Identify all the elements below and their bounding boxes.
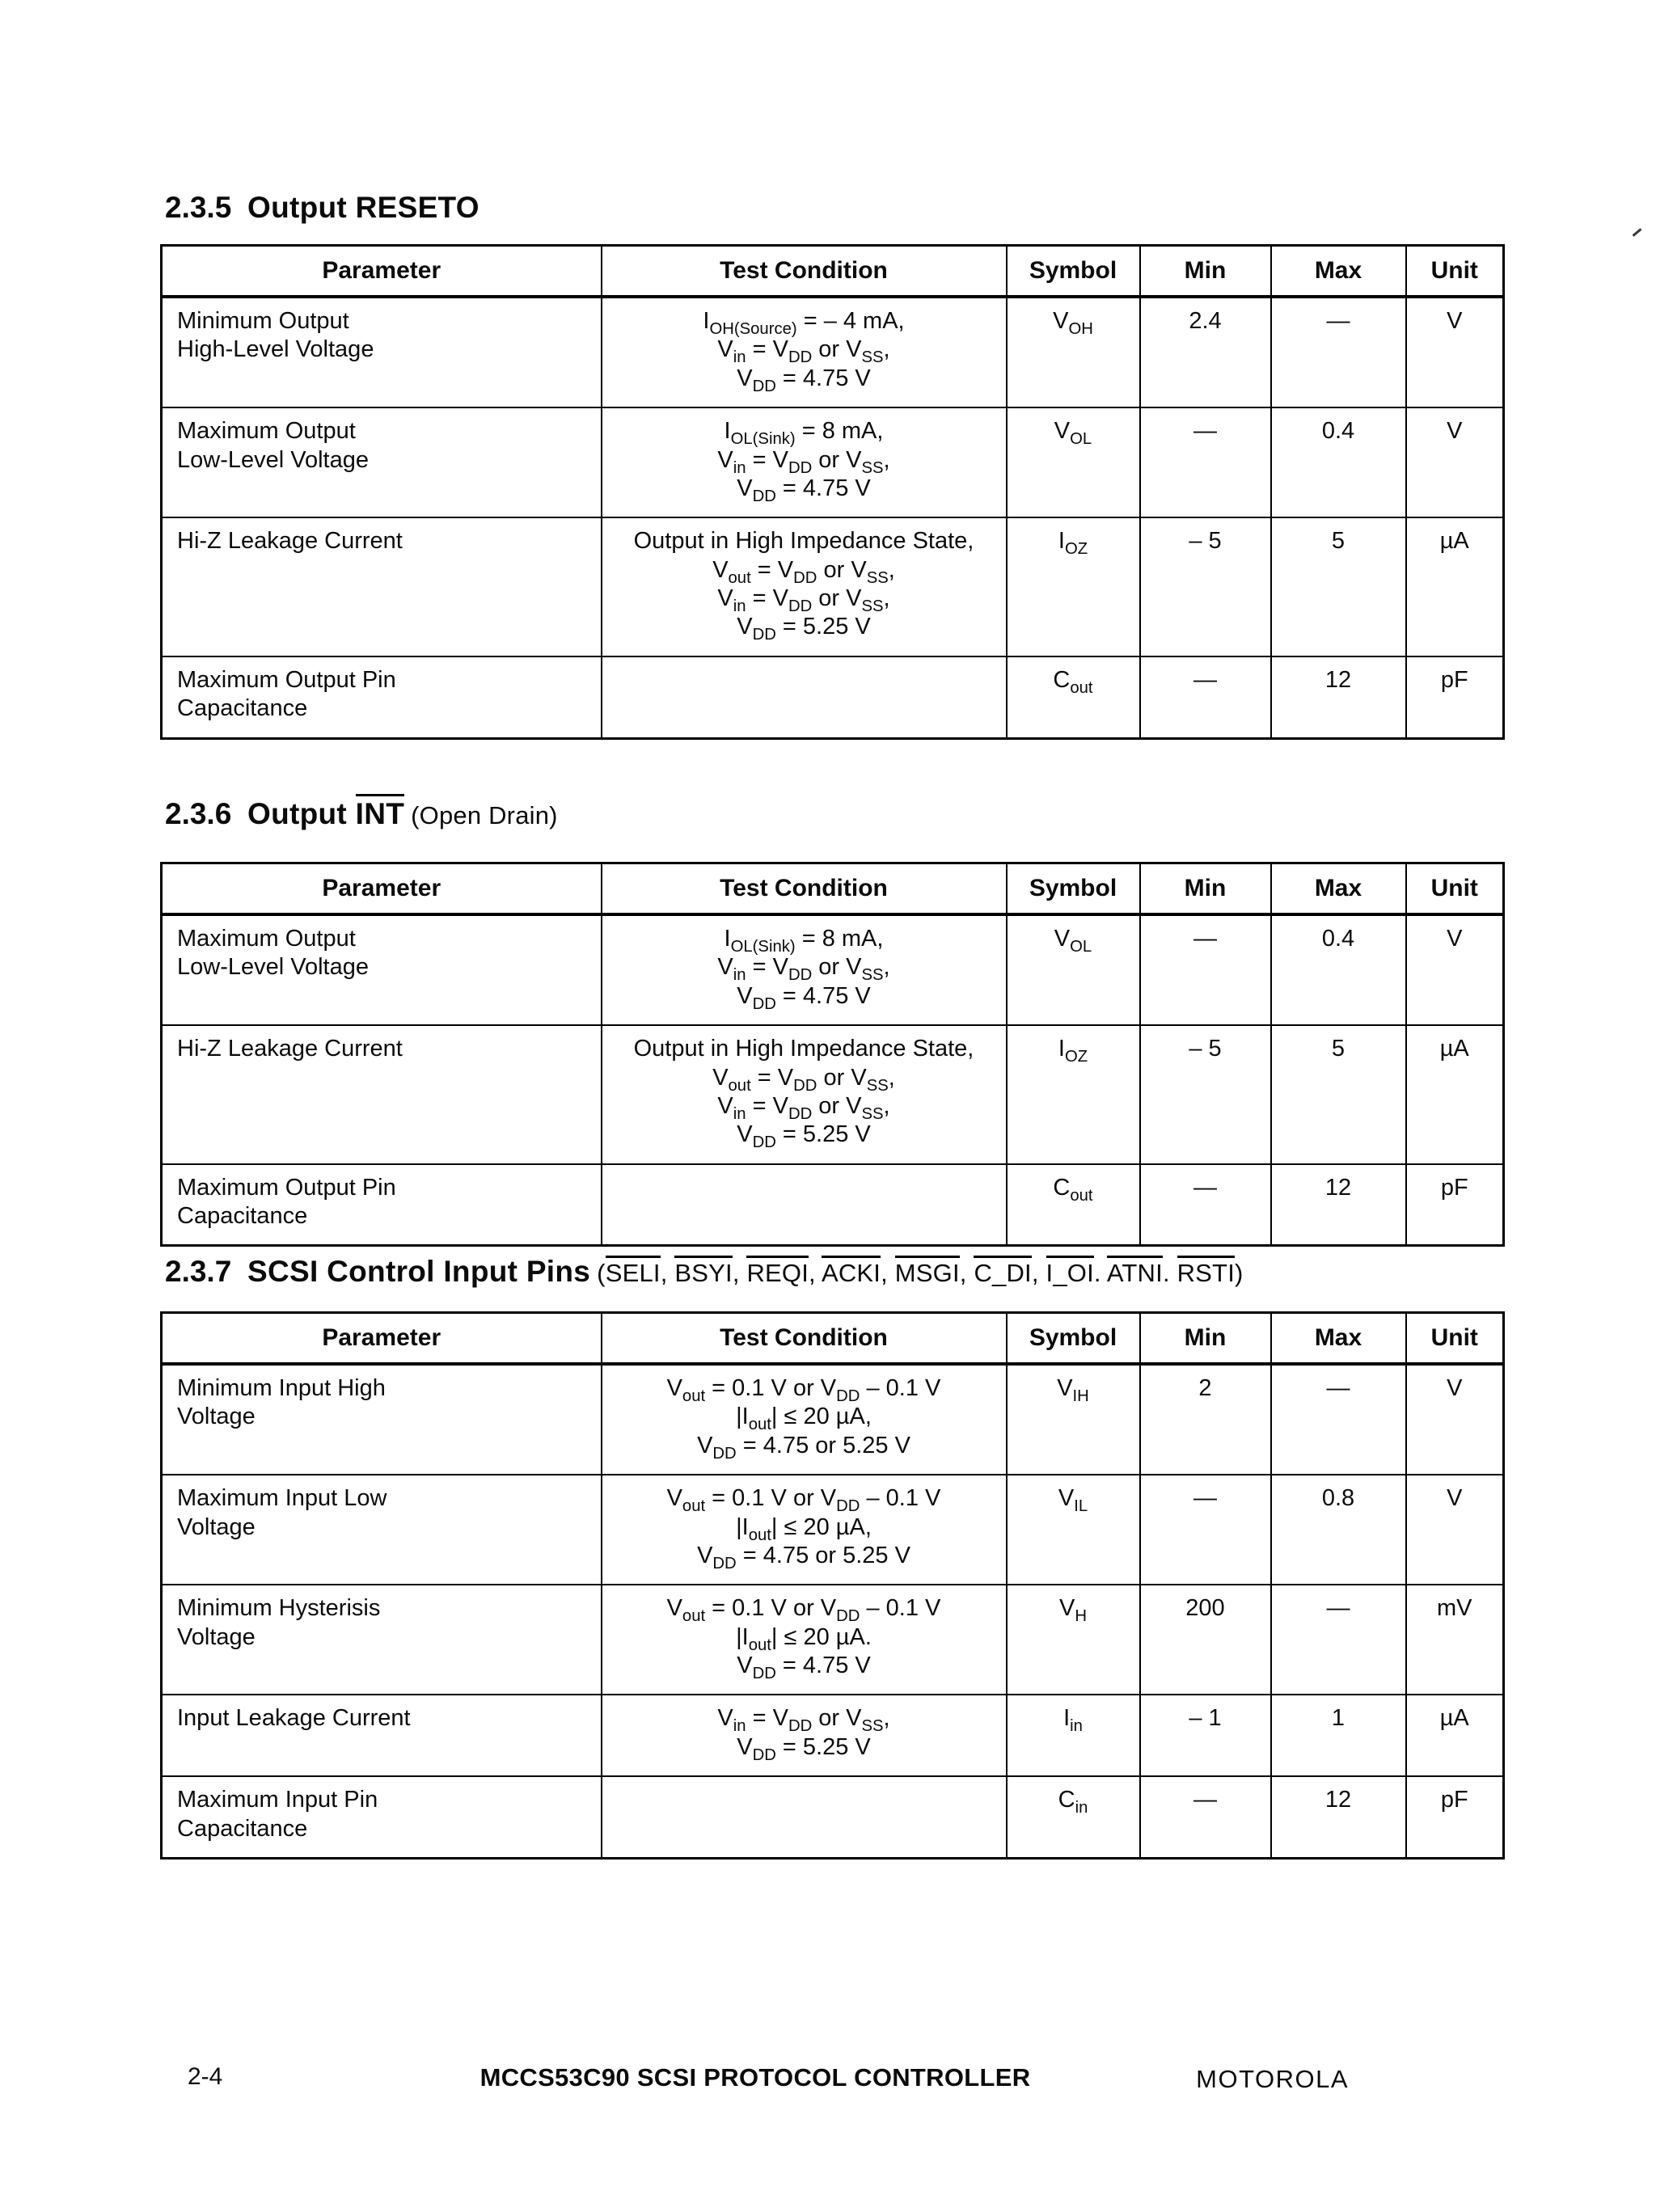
unit-cell [1406,1776,1504,1858]
max-value: — [1326,308,1350,334]
unit-value: pF [1440,1174,1468,1201]
unit-value: V [1447,1375,1463,1401]
max-cell [1271,1164,1406,1246]
max-cell [1271,297,1406,407]
symbol-cell [1007,1364,1140,1475]
unit-cell [1406,1025,1504,1164]
parameter-line: Maximum Input Pin [177,1787,378,1813]
footer-brand: MOTOROLA [1196,2065,1349,2093]
parameter-line: Voltage [177,1623,256,1650]
condition-line: $V_{in} = V_{DD}$ or $V_{SS}$, [717,954,890,985]
condition-line: $|I_{out}| \le 20$ µA, [736,1513,872,1544]
min-cell [1140,1695,1271,1776]
column-header: Parameter [162,863,602,915]
parameter-line: Maximum Output Pin [177,1174,396,1201]
page-number: 2-4 [188,2063,223,2090]
min-value: — [1193,926,1217,952]
min-value: – 5 [1189,1036,1222,1062]
spec-table-output-reseto [160,244,1505,740]
table-body [162,1364,1504,1858]
column-header: Test Condition [602,863,1007,915]
symbol-cell [1007,656,1140,738]
column-header: Symbol [1007,246,1140,298]
unit-value: mV [1437,1595,1472,1622]
parameter-line: Capacitance [177,1203,308,1229]
parameter-cell [162,517,602,656]
min-cell [1140,1364,1271,1475]
unit-cell [1406,517,1504,656]
column-header: Symbol [1007,863,1140,915]
condition-line: $V_{DD} = 4.75$ V [737,982,871,1013]
parameter-line: Hi-Z Leakage Current [177,1036,403,1062]
unit-cell [1406,407,1504,517]
table-body [162,914,1504,1246]
parameter-line: Voltage [177,1513,256,1540]
parameter-line: Capacitance [177,1815,308,1842]
condition-line: $V_{DD} = 4.75$ or 5.25 V [697,1542,910,1572]
condition-line: $V_{in} = V_{DD}$ or $V_{SS}$, [717,1092,890,1123]
parameter-cell [162,914,602,1025]
parameter-line: Maximum Output [177,926,356,952]
symbol-value: $C_{out}$ [1053,1174,1093,1205]
table-row [162,656,1504,738]
unit-value: V [1447,308,1463,334]
section-suffix: (Open Drain) [411,801,558,830]
condition-cell [602,1164,1007,1246]
condition-cell [602,656,1007,738]
header-row [162,246,1504,298]
condition-line: $V_{DD} = 4.75$ V [737,1653,871,1682]
max-cell [1271,1585,1406,1695]
condition-cell [602,407,1007,517]
condition-line: $V_{in} = V_{DD}$ or $V_{SS}$, [717,446,890,477]
parameter-cell [162,1585,602,1695]
parameter-line: High-Level Voltage [177,336,374,363]
column-header: Unit [1406,246,1504,298]
symbol-cell [1007,297,1140,407]
column-header: Min [1140,246,1271,298]
unit-cell [1406,1475,1504,1585]
table-row [162,1364,1504,1475]
section-heading-2-3-7 [165,1255,1244,1289]
symbol-value: $I_{in}$ [1063,1705,1083,1736]
max-cell [1271,517,1406,656]
max-cell [1271,1695,1406,1776]
min-cell [1140,656,1271,738]
symbol-cell [1007,407,1140,517]
section-number: 2.3.5 [165,191,232,224]
symbol-cell [1007,1585,1140,1695]
spec-table-output-int [160,862,1505,1247]
min-value: – 5 [1189,528,1222,555]
condition-cell [602,517,1007,656]
parameter-cell [162,407,602,517]
min-value: — [1193,666,1217,693]
min-cell [1140,1025,1271,1164]
parameter-line: Hi-Z Leakage Current [177,528,403,555]
max-value: 12 [1324,666,1352,693]
condition-line: $I_{OH(Source)}$ = – 4 mA, [703,308,905,338]
max-value: 1 [1331,1705,1346,1732]
condition-cell [602,1695,1007,1776]
min-value: 2.4 [1189,308,1222,334]
min-value: — [1193,1485,1217,1512]
max-cell [1271,656,1406,738]
unit-cell [1406,1364,1504,1475]
symbol-value: $V_{IH}$ [1057,1375,1089,1405]
symbol-value: $I_{OZ}$ [1058,1036,1088,1066]
condition-line: $I_{OL(Sink)} = 8$ mA, [724,418,884,448]
parameter-line: Input Leakage Current [177,1705,411,1732]
parameter-cell [162,1164,602,1246]
condition-line: $V_{DD} = 5.25$ V [737,1733,871,1764]
condition-line: $V_{in} = V_{DD}$ or $V_{SS}$, [717,1705,890,1736]
footer-title: MCCS53C90 SCSI PROTOCOL CONTROLLER [479,2063,1031,2092]
symbol-value: $C_{in}$ [1058,1787,1088,1817]
unit-value: V [1447,418,1463,445]
parameter-line: Minimum Input High [177,1375,386,1401]
condition-line: $V_{out} = 0.1$ V or $V_{DD} - 0.1$ V [666,1375,941,1405]
max-cell [1271,1364,1406,1475]
unit-cell [1406,1695,1504,1776]
column-header: Symbol [1007,1313,1140,1365]
parameter-line: Low-Level Voltage [177,446,369,473]
symbol-cell [1007,914,1140,1025]
unit-value: V [1447,1485,1463,1512]
symbol-value: $C_{out}$ [1053,666,1093,697]
unit-value: pF [1440,1787,1468,1813]
parameter-cell [162,297,602,407]
max-cell [1271,407,1406,517]
min-cell [1140,517,1271,656]
column-header: Max [1271,246,1406,298]
parameter-line: Maximum Input Low [177,1485,387,1512]
symbol-cell [1007,1164,1140,1246]
section-title: Output RESETO [247,191,479,224]
condition-cell [602,1776,1007,1858]
symbol-cell [1007,1025,1140,1164]
condition-cell [602,1025,1007,1164]
condition-cell [602,1475,1007,1585]
condition-line: $V_{out} = 0.1$ V or $V_{DD} - 0.1$ V [666,1485,941,1515]
symbol-value: $V_{OH}$ [1053,308,1093,338]
unit-cell [1406,297,1504,407]
table-row [162,1025,1504,1164]
section-heading-2-3-6 [165,797,558,831]
symbol-cell [1007,1695,1140,1776]
min-value: – 1 [1189,1705,1222,1732]
parameter-cell [162,1695,602,1776]
section-number: 2.3.7 [165,1255,232,1288]
max-cell [1271,1475,1406,1585]
symbol-value: $I_{OZ}$ [1058,528,1088,559]
parameter-cell [162,656,602,738]
scan-artifact-mark [1633,228,1642,237]
min-value: — [1193,1174,1217,1201]
max-cell [1271,1025,1406,1164]
column-header: Min [1140,863,1271,915]
parameter-cell [162,1776,602,1858]
min-cell [1140,407,1271,517]
column-header: Test Condition [602,246,1007,298]
max-value: 0.4 [1321,926,1355,952]
condition-line: $I_{OL(Sink)} = 8$ mA, [724,926,884,956]
condition-line: Output in High Impedance State, [633,528,974,555]
section-number: 2.3.6 [165,797,232,830]
condition-line: $|I_{out}| \le 20$ µA, [736,1404,872,1434]
parameter-cell [162,1364,602,1475]
condition-line: $V_{out} = V_{DD}$ or $V_{SS}$, [712,1064,895,1095]
min-cell [1140,1164,1271,1246]
min-value: — [1193,1787,1217,1813]
symbol-cell [1007,1475,1140,1585]
header-row [162,1313,1504,1365]
column-header: Parameter [162,246,602,298]
min-value: 200 [1185,1595,1225,1622]
column-header: Max [1271,863,1406,915]
condition-line: $V_{DD} = 4.75$ or 5.25 V [697,1432,910,1463]
condition-line: $V_{out} = V_{DD}$ or $V_{SS}$, [712,556,895,587]
table-row [162,1585,1504,1695]
column-header: Parameter [162,1313,602,1365]
max-value: — [1326,1595,1350,1622]
table-row [162,1695,1504,1776]
table-row [162,1776,1504,1858]
parameter-line: Maximum Output [177,418,356,445]
unit-cell [1406,914,1504,1025]
symbol-cell [1007,1776,1140,1858]
table-body [162,297,1504,738]
min-cell [1140,1585,1271,1695]
condition-cell [602,1585,1007,1695]
condition-line: Output in High Impedance State, [633,1036,974,1062]
symbol-cell [1007,517,1140,656]
parameter-line: Low-Level Voltage [177,954,369,981]
symbol-value: $V_H$ [1059,1595,1087,1626]
unit-cell [1406,1585,1504,1695]
table-row [162,1164,1504,1246]
parameter-line: Maximum Output Pin [177,666,396,693]
symbol-value: $V_{OL}$ [1054,926,1092,956]
table-row [162,407,1504,517]
symbol-value: $V_{OL}$ [1054,418,1092,448]
condition-line: $V_{DD} = 5.25$ V [737,1121,871,1152]
unit-cell [1406,1164,1504,1246]
section-title: Output INT [247,794,404,830]
symbol-value: $V_{IL}$ [1058,1485,1088,1515]
spec-table-scsi-control-input-pins [160,1311,1505,1860]
column-header: Max [1271,1313,1406,1365]
condition-line: $|I_{out}| \le 20$ µA. [736,1623,872,1654]
condition-line: $V_{DD} = 4.75$ V [737,475,871,505]
max-cell [1271,914,1406,1025]
table-row [162,517,1504,656]
unit-value: pF [1440,666,1468,693]
min-value: — [1193,418,1217,445]
unit-value: µA [1439,528,1469,555]
condition-line: $V_{out} = 0.1$ V or $V_{DD} - 0.1$ V [666,1595,941,1626]
min-value: 2 [1198,1375,1212,1401]
header-row [162,863,1504,915]
max-value: 12 [1324,1787,1352,1813]
parameter-cell [162,1025,602,1164]
min-cell [1140,914,1271,1025]
condition-line: $V_{DD} = 4.75$ V [737,365,871,395]
section-title: SCSI Control Input Pins [247,1255,591,1288]
max-value: 0.4 [1321,418,1355,445]
unit-value: µA [1439,1036,1469,1062]
parameter-line: Minimum Output [177,308,349,334]
table-row [162,297,1504,407]
max-value: — [1326,1375,1350,1401]
parameter-line: Capacitance [177,695,308,722]
parameter-cell [162,1475,602,1585]
table-row [162,914,1504,1025]
condition-line: $V_{DD} = 5.25$ V [737,614,871,644]
column-header: Unit [1406,1313,1504,1365]
column-header: Unit [1406,863,1504,915]
section-heading-2-3-5 [165,191,486,225]
condition-line: $V_{in} = V_{DD}$ or $V_{SS}$, [717,585,890,615]
condition-line: $V_{in} = V_{DD}$ or $V_{SS}$, [717,336,890,367]
parameter-line: Minimum Hysterisis [177,1595,381,1622]
parameter-line: Voltage [177,1404,256,1430]
unit-cell [1406,656,1504,738]
condition-cell [602,914,1007,1025]
section-suffix: (SELI, BSYI, REQI, ACKI, MSGI, C_DI, I_OI. ATNI. RSTI) [597,1259,1243,1287]
unit-value: V [1447,926,1463,952]
max-value: 5 [1331,1036,1346,1062]
min-cell [1140,1776,1271,1858]
unit-value: µA [1439,1705,1469,1732]
min-cell [1140,1475,1271,1585]
column-header: Test Condition [602,1313,1007,1365]
condition-cell [602,297,1007,407]
max-value: 12 [1324,1174,1352,1201]
max-value: 5 [1331,528,1346,555]
max-value: 0.8 [1321,1485,1355,1512]
condition-cell [602,1364,1007,1475]
min-cell [1140,297,1271,407]
max-cell [1271,1776,1406,1858]
column-header: Min [1140,1313,1271,1365]
table-row [162,1475,1504,1585]
